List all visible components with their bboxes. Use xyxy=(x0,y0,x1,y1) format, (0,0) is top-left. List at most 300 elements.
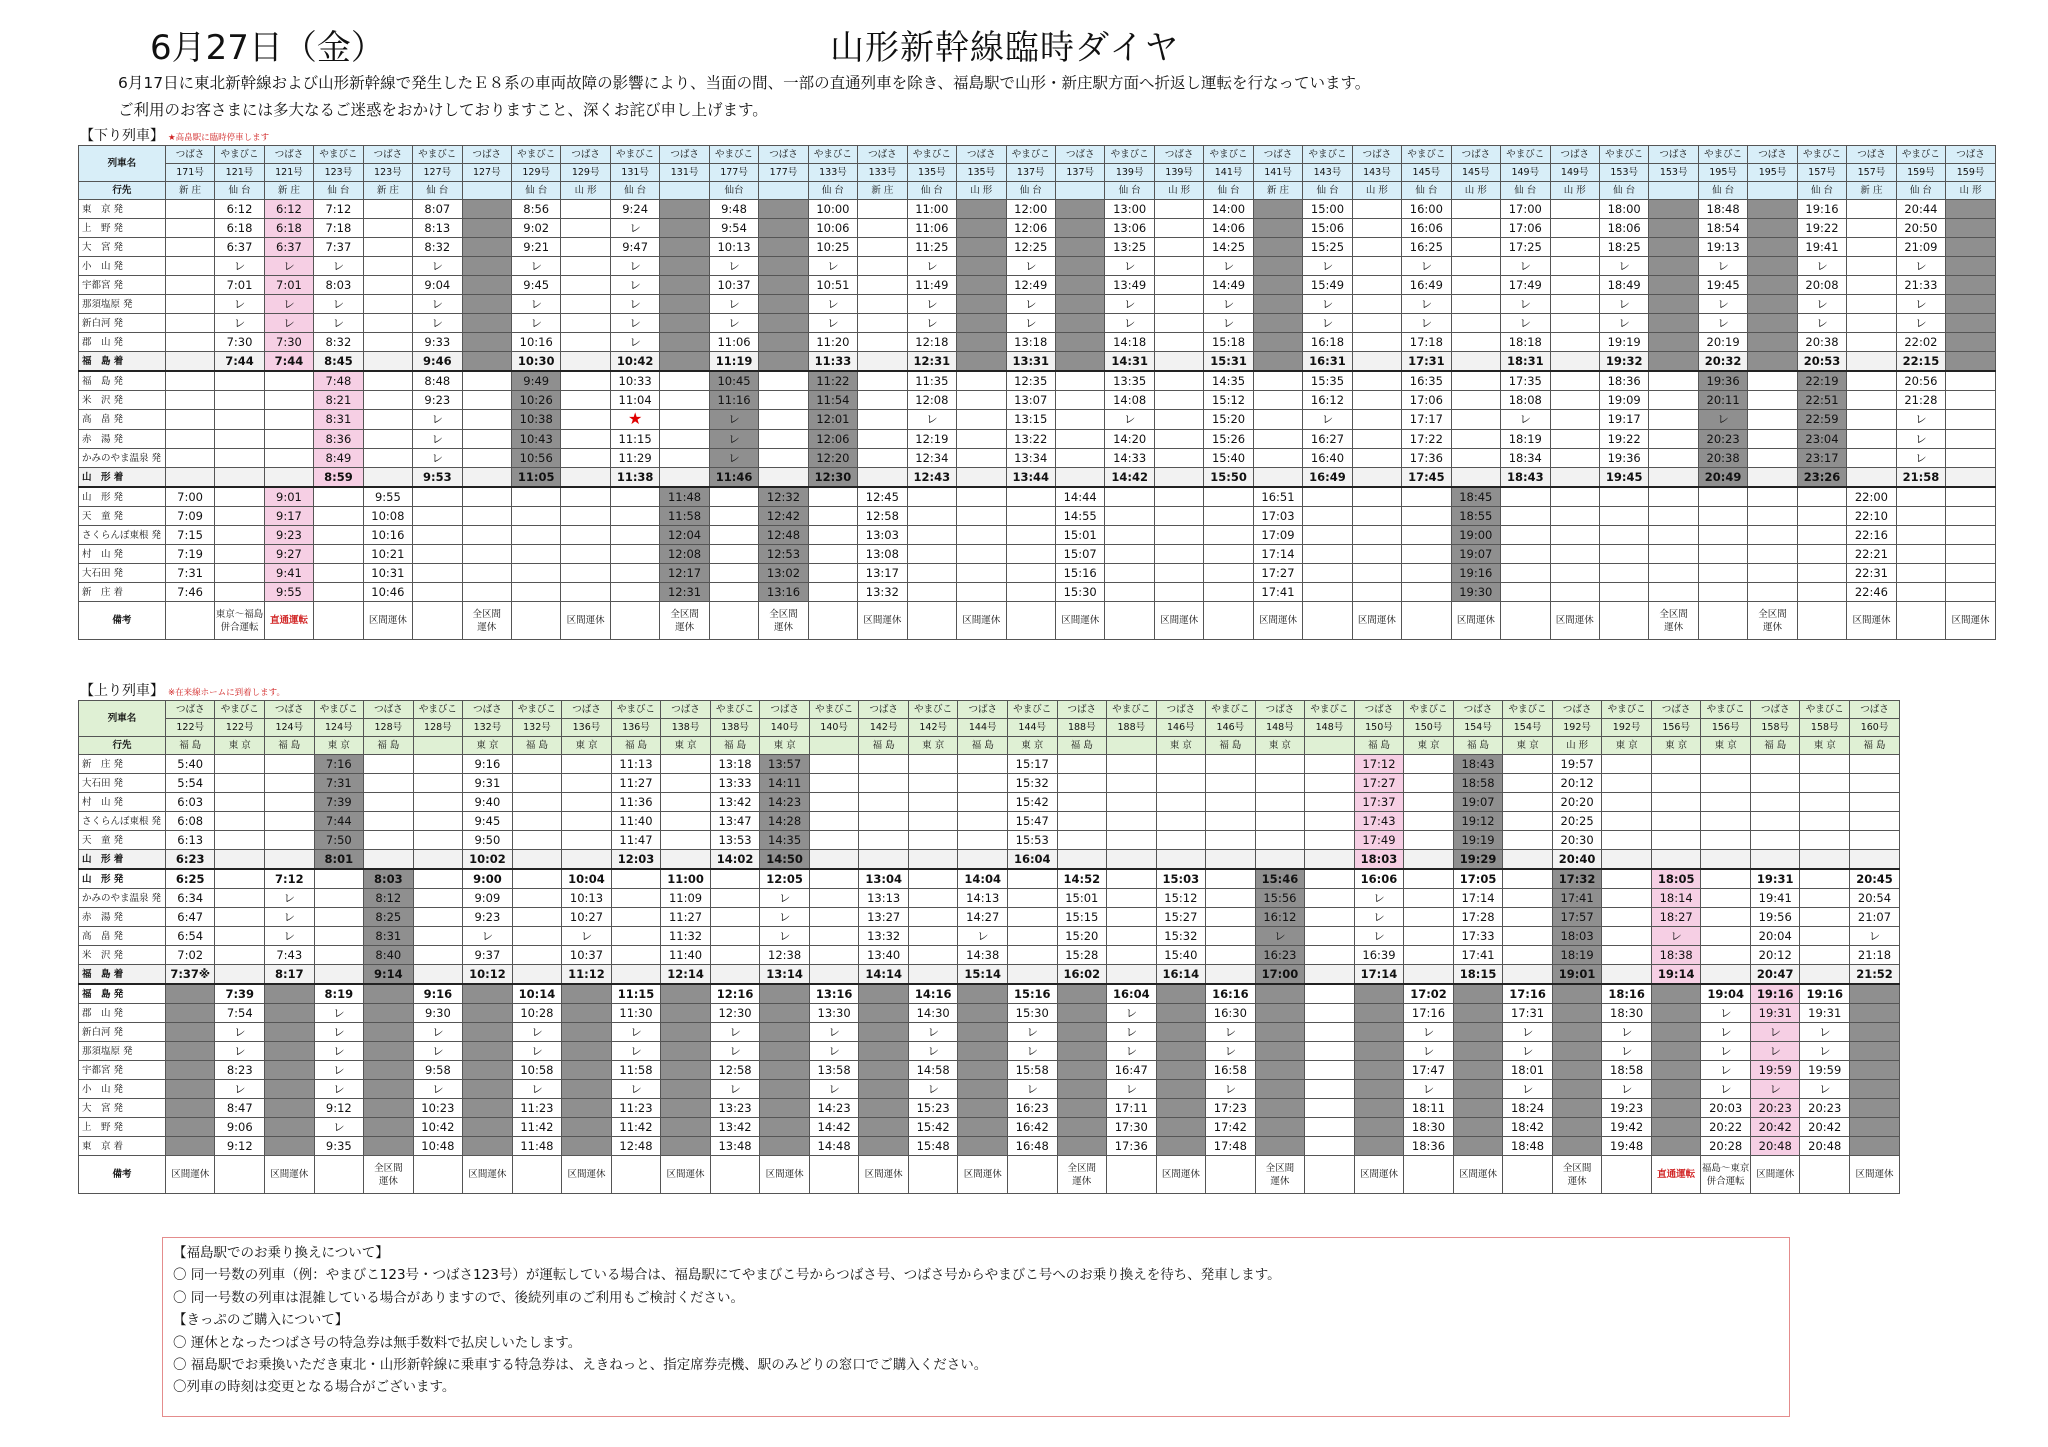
time-cell xyxy=(265,1023,315,1042)
time-cell: 15:01 xyxy=(1055,526,1104,545)
time-cell xyxy=(809,774,859,793)
time-cell: レ xyxy=(1896,449,1945,468)
time-cell xyxy=(512,812,562,831)
train-type: やまびこ xyxy=(1896,146,1945,164)
time-cell: 16:16 xyxy=(1206,984,1256,1004)
time-cell: 20:25 xyxy=(1552,812,1602,831)
time-cell xyxy=(1206,965,1256,985)
time-cell: 10:06 xyxy=(808,219,857,238)
time-cell: 22:00 xyxy=(1847,487,1896,507)
time-cell xyxy=(1850,1137,1900,1156)
train-remark: 全区間 運休 xyxy=(660,602,709,640)
train-type: つばさ xyxy=(562,701,612,719)
time-cell xyxy=(1154,219,1203,238)
time-cell xyxy=(1057,1061,1107,1080)
time-cell xyxy=(561,449,610,468)
time-cell xyxy=(1255,755,1305,774)
time-cell: レ xyxy=(264,295,313,314)
station-label: 上 野 発 xyxy=(79,1118,166,1137)
time-cell xyxy=(858,449,907,468)
time-cell: レ xyxy=(1850,927,1900,946)
time-cell xyxy=(1305,1099,1355,1118)
train-type: つばさ xyxy=(1352,146,1401,164)
time-cell xyxy=(710,946,760,965)
time-cell: レ xyxy=(907,257,956,276)
time-cell xyxy=(1501,526,1550,545)
time-cell xyxy=(265,984,315,1004)
time-cell xyxy=(908,908,958,927)
train-type: やまびこ xyxy=(1800,701,1850,719)
time-cell: 15:42 xyxy=(908,1118,958,1137)
time-cell: 9:23 xyxy=(413,391,462,410)
time-cell: 10:02 xyxy=(463,850,513,870)
train-remark xyxy=(413,602,462,640)
time-cell xyxy=(1847,449,1896,468)
station-row xyxy=(79,755,1900,774)
time-cell: レ xyxy=(314,1004,364,1023)
time-cell xyxy=(1156,1061,1206,1080)
time-cell: 7:18 xyxy=(314,219,363,238)
time-cell xyxy=(1651,793,1701,812)
time-cell: 9:23 xyxy=(264,526,313,545)
time-cell xyxy=(610,507,659,526)
time-cell: 13:25 xyxy=(1105,238,1154,257)
time-cell xyxy=(1748,238,1797,257)
time-cell xyxy=(1352,449,1401,468)
train-type: やまびこ xyxy=(314,146,363,164)
station-label: 高 畠 発 xyxy=(79,927,166,946)
time-cell xyxy=(1404,869,1454,889)
time-cell: 17:00 xyxy=(1255,965,1305,985)
time-cell: 9:45 xyxy=(463,812,513,831)
time-cell xyxy=(1402,583,1451,602)
time-cell xyxy=(363,449,412,468)
time-cell xyxy=(1748,468,1797,488)
station-row xyxy=(79,1118,1900,1137)
train-remark: 区間運休 xyxy=(859,1156,909,1194)
time-cell: 10:30 xyxy=(511,352,560,372)
time-cell: 10:42 xyxy=(413,1118,463,1137)
time-cell: レ xyxy=(1701,1061,1751,1080)
time-cell: レ xyxy=(610,219,659,238)
time-cell xyxy=(413,946,463,965)
time-cell: 13:30 xyxy=(809,1004,859,1023)
time-cell xyxy=(907,526,956,545)
time-cell xyxy=(364,755,414,774)
time-cell xyxy=(1404,812,1454,831)
time-cell xyxy=(1946,583,1996,602)
time-cell: レ xyxy=(1797,257,1846,276)
train-number: 144号 xyxy=(958,719,1008,737)
time-cell: 18:18 xyxy=(1501,333,1550,352)
time-cell xyxy=(314,965,364,985)
time-cell: レ xyxy=(908,1080,958,1099)
time-cell xyxy=(1255,1099,1305,1118)
time-cell xyxy=(1847,333,1896,352)
train-number: 135号 xyxy=(957,164,1006,182)
time-cell xyxy=(1352,352,1401,372)
time-cell xyxy=(314,927,364,946)
time-cell: 21:58 xyxy=(1896,468,1945,488)
train-remark xyxy=(1599,602,1648,640)
time-cell xyxy=(1850,1099,1900,1118)
time-cell xyxy=(462,295,511,314)
time-cell xyxy=(165,333,214,352)
time-cell xyxy=(1057,1137,1107,1156)
time-cell: レ xyxy=(1105,257,1154,276)
time-cell xyxy=(611,927,661,946)
time-cell xyxy=(1253,391,1302,410)
time-cell: 7:12 xyxy=(265,869,315,889)
train-type: つばさ xyxy=(1453,701,1503,719)
time-cell: 11:33 xyxy=(808,352,857,372)
time-cell: 18:11 xyxy=(1404,1099,1454,1118)
time-cell xyxy=(1453,1118,1503,1137)
time-cell: 8:36 xyxy=(314,430,363,449)
time-cell: 15:30 xyxy=(1007,1004,1057,1023)
time-cell xyxy=(1850,1061,1900,1080)
time-cell xyxy=(1701,850,1751,870)
time-cell: 17:31 xyxy=(1503,1004,1553,1023)
time-cell: レ xyxy=(1206,1023,1256,1042)
time-cell xyxy=(1007,946,1057,965)
time-cell: レ xyxy=(1354,927,1404,946)
time-cell: 9:47 xyxy=(610,238,659,257)
time-cell: 8:49 xyxy=(314,449,363,468)
time-cell: 5:40 xyxy=(165,755,215,774)
train-type: やまびこ xyxy=(1402,146,1451,164)
up-timetable xyxy=(78,700,1900,1194)
time-cell xyxy=(1701,946,1751,965)
time-cell: レ xyxy=(1303,314,1352,333)
time-cell xyxy=(215,583,264,602)
time-cell xyxy=(1651,774,1701,793)
time-cell xyxy=(215,545,264,564)
time-cell xyxy=(1107,850,1157,870)
time-cell xyxy=(363,200,412,219)
time-cell: レ xyxy=(808,295,857,314)
time-cell xyxy=(809,946,859,965)
time-cell xyxy=(1847,276,1896,295)
time-cell xyxy=(1154,583,1203,602)
time-cell xyxy=(1057,850,1107,870)
time-cell xyxy=(957,200,1006,219)
time-cell xyxy=(958,984,1008,1004)
time-cell: レ xyxy=(760,908,810,927)
time-cell xyxy=(1156,793,1206,812)
time-cell: 15:32 xyxy=(1007,774,1057,793)
train-destination: 福 島 xyxy=(364,737,414,755)
time-cell xyxy=(1701,774,1751,793)
time-cell xyxy=(413,812,463,831)
time-cell xyxy=(363,219,412,238)
time-cell xyxy=(958,1004,1008,1023)
time-cell: 11:27 xyxy=(611,774,661,793)
time-cell xyxy=(1649,295,1698,314)
time-cell: 7:15 xyxy=(165,526,214,545)
time-cell: 19:41 xyxy=(1797,238,1846,257)
time-cell: 14:42 xyxy=(1105,468,1154,488)
time-cell xyxy=(1503,755,1553,774)
time-cell xyxy=(1206,755,1256,774)
time-cell xyxy=(1305,984,1355,1004)
time-cell: 17:18 xyxy=(1402,333,1451,352)
time-cell xyxy=(1253,276,1302,295)
time-cell xyxy=(1850,831,1900,850)
train-number: 132号 xyxy=(512,719,562,737)
train-number: 158号 xyxy=(1800,719,1850,737)
train-type: つばさ xyxy=(759,146,808,164)
time-cell xyxy=(1352,391,1401,410)
train-destination: 東 京 xyxy=(1156,737,1206,755)
train-type: つばさ xyxy=(165,146,214,164)
time-cell xyxy=(858,238,907,257)
time-cell xyxy=(314,526,363,545)
time-cell xyxy=(1107,965,1157,985)
time-cell xyxy=(1107,812,1157,831)
time-cell xyxy=(1701,965,1751,985)
time-cell: 19:57 xyxy=(1552,755,1602,774)
time-cell xyxy=(958,812,1008,831)
time-cell xyxy=(1651,1061,1701,1080)
train-type: やまびこ xyxy=(413,701,463,719)
time-cell: レ xyxy=(1797,295,1846,314)
time-cell xyxy=(1055,333,1104,352)
train-type: つばさ xyxy=(1946,146,1996,164)
station-label: 福 島 着 xyxy=(79,965,166,985)
time-cell xyxy=(512,889,562,908)
time-cell xyxy=(1750,774,1800,793)
time-cell: 13:27 xyxy=(859,908,909,927)
up-label: 【上り列車】 xyxy=(80,683,164,699)
time-cell xyxy=(1850,1080,1900,1099)
train-destination: 東 京 xyxy=(1404,737,1454,755)
time-cell: 18:05 xyxy=(1651,869,1701,889)
time-cell xyxy=(760,1061,810,1080)
train-remark: 区間運休 xyxy=(1154,602,1203,640)
time-cell: 8:45 xyxy=(314,352,363,372)
time-cell xyxy=(759,391,808,410)
time-cell: レ xyxy=(1204,257,1253,276)
train-destination: 仙 台 xyxy=(413,182,462,200)
train-remark: 区間運休 xyxy=(463,1156,513,1194)
time-cell xyxy=(1107,755,1157,774)
time-cell xyxy=(1253,410,1302,430)
time-cell: 15:25 xyxy=(1303,238,1352,257)
time-cell: 12:48 xyxy=(611,1137,661,1156)
remarks-header: 備考 xyxy=(79,1156,166,1194)
train-number: 144号 xyxy=(1007,719,1057,737)
time-cell xyxy=(1007,889,1057,908)
time-cell xyxy=(1946,507,1996,526)
time-cell xyxy=(759,430,808,449)
time-cell: レ xyxy=(611,1023,661,1042)
train-type: やまびこ xyxy=(1206,701,1256,719)
time-cell xyxy=(1206,889,1256,908)
station-row xyxy=(79,276,1996,295)
time-cell xyxy=(958,1042,1008,1061)
station-row xyxy=(79,1023,1900,1042)
time-cell: 17:12 xyxy=(1354,755,1404,774)
train-destination: 福 島 xyxy=(958,737,1008,755)
time-cell xyxy=(859,984,909,1004)
time-cell xyxy=(462,391,511,410)
time-cell: 11:13 xyxy=(611,755,661,774)
time-cell: 20:11 xyxy=(1698,391,1747,410)
station-label: 新白河 発 xyxy=(79,1023,166,1042)
time-cell: 14:49 xyxy=(1204,276,1253,295)
train-remark xyxy=(1204,602,1253,640)
station-label: 山 形 着 xyxy=(79,468,166,488)
time-cell xyxy=(463,984,513,1004)
time-cell xyxy=(1156,1099,1206,1118)
station-label: 天 童 発 xyxy=(79,507,166,526)
time-cell: 19:42 xyxy=(1602,1118,1652,1137)
train-remark xyxy=(908,1156,958,1194)
time-cell xyxy=(709,564,758,583)
time-cell: 14:14 xyxy=(859,965,909,985)
time-cell xyxy=(1451,238,1500,257)
time-cell xyxy=(413,793,463,812)
time-cell: 9:50 xyxy=(463,831,513,850)
time-cell xyxy=(661,831,711,850)
time-cell xyxy=(858,333,907,352)
time-cell: レ xyxy=(1402,314,1451,333)
time-cell: 7:02 xyxy=(165,946,215,965)
train-type: やまびこ xyxy=(610,146,659,164)
time-cell: 20:54 xyxy=(1850,889,1900,908)
time-cell xyxy=(462,468,511,488)
time-cell xyxy=(809,831,859,850)
time-cell: 13:07 xyxy=(1006,391,1055,410)
time-cell xyxy=(1154,238,1203,257)
time-cell: 17:43 xyxy=(1354,812,1404,831)
time-cell xyxy=(660,276,709,295)
time-cell xyxy=(610,583,659,602)
time-cell: レ xyxy=(413,1080,463,1099)
time-cell: 14:35 xyxy=(1204,371,1253,391)
time-cell xyxy=(165,1099,215,1118)
time-cell xyxy=(1305,1042,1355,1061)
time-cell: レ xyxy=(1354,889,1404,908)
time-cell: 17:49 xyxy=(1501,276,1550,295)
train-remark xyxy=(710,1156,760,1194)
time-cell xyxy=(661,1004,711,1023)
time-cell xyxy=(1651,1099,1701,1118)
time-cell xyxy=(1107,793,1157,812)
station-row xyxy=(79,984,1900,1004)
time-cell xyxy=(1847,352,1896,372)
time-cell xyxy=(661,1023,711,1042)
time-cell xyxy=(561,391,610,410)
time-cell: レ xyxy=(1701,1080,1751,1099)
time-cell: 9:58 xyxy=(413,1061,463,1080)
time-cell xyxy=(1748,200,1797,219)
time-cell: 17:33 xyxy=(1453,927,1503,946)
time-cell xyxy=(1404,946,1454,965)
train-type: やまびこ xyxy=(1404,701,1454,719)
time-cell xyxy=(165,1042,215,1061)
time-cell: レ xyxy=(1698,410,1747,430)
time-cell: 7:46 xyxy=(165,583,214,602)
time-cell: 15:14 xyxy=(958,965,1008,985)
time-cell xyxy=(265,1118,315,1137)
time-cell: 6:08 xyxy=(165,812,215,831)
train-number: 133号 xyxy=(808,164,857,182)
time-cell xyxy=(1946,526,1996,545)
train-remark xyxy=(709,602,758,640)
time-cell xyxy=(364,774,414,793)
time-cell xyxy=(661,1042,711,1061)
time-cell: 8:12 xyxy=(364,889,414,908)
time-cell xyxy=(1354,1061,1404,1080)
time-cell: 15:12 xyxy=(1204,391,1253,410)
time-cell xyxy=(165,314,214,333)
time-cell xyxy=(1797,487,1846,507)
train-type: やまびこ xyxy=(809,701,859,719)
time-cell: レ xyxy=(710,1042,760,1061)
train-remark xyxy=(1800,1156,1850,1194)
station-row xyxy=(79,333,1996,352)
time-cell xyxy=(1550,257,1599,276)
time-cell xyxy=(957,295,1006,314)
time-cell: 18:48 xyxy=(1698,200,1747,219)
time-cell xyxy=(1800,831,1850,850)
time-cell xyxy=(1402,507,1451,526)
time-cell: 7:00 xyxy=(165,487,214,507)
time-cell xyxy=(1602,850,1652,870)
train-remark: 区間運休 xyxy=(958,1156,1008,1194)
time-cell xyxy=(1154,352,1203,372)
time-cell: 18:01 xyxy=(1503,1061,1553,1080)
train-number: 142号 xyxy=(859,719,909,737)
time-cell xyxy=(364,850,414,870)
train-remark xyxy=(1503,1156,1553,1194)
time-cell xyxy=(561,487,610,507)
time-cell: 9:09 xyxy=(463,889,513,908)
time-cell: 17:06 xyxy=(1402,391,1451,410)
time-cell xyxy=(1698,526,1747,545)
time-cell: レ xyxy=(1501,295,1550,314)
time-cell xyxy=(363,410,412,430)
time-cell xyxy=(1055,257,1104,276)
time-cell xyxy=(512,927,562,946)
time-cell: 8:32 xyxy=(314,333,363,352)
time-cell: レ xyxy=(709,314,758,333)
time-cell xyxy=(1156,1004,1206,1023)
time-cell: 19:41 xyxy=(1750,889,1800,908)
down-timetable xyxy=(78,145,1996,640)
time-cell xyxy=(760,1099,810,1118)
time-cell xyxy=(1946,487,1996,507)
time-cell: 11:30 xyxy=(611,1004,661,1023)
station-row xyxy=(79,927,1900,946)
transfer-heading: 【福島駅でのお乗り換えについて】 xyxy=(173,1245,389,1261)
time-cell xyxy=(907,583,956,602)
time-cell: レ xyxy=(1501,257,1550,276)
time-cell xyxy=(1550,238,1599,257)
time-cell xyxy=(1602,927,1652,946)
time-cell xyxy=(265,1099,315,1118)
time-cell xyxy=(1453,1042,1503,1061)
time-cell: 11:48 xyxy=(512,1137,562,1156)
time-cell: レ xyxy=(1107,1080,1157,1099)
time-cell xyxy=(859,1099,909,1118)
time-cell xyxy=(1156,812,1206,831)
station-row xyxy=(79,371,1996,391)
time-cell xyxy=(1748,257,1797,276)
time-cell: レ xyxy=(1896,410,1945,430)
